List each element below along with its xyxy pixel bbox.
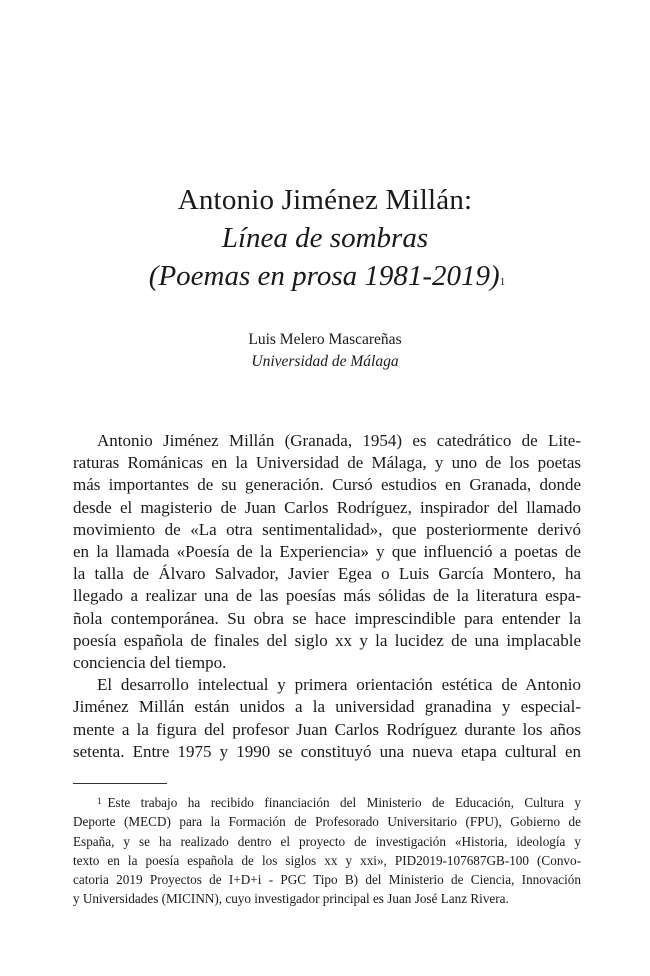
body-line: en la llamada «Poesía de la Experiencia» y que influenció a poetas de xyxy=(73,542,581,562)
body-line: llegado a realizar una de las poesías más sólidas de la literatura espa- xyxy=(73,586,581,606)
body-line: mente a la figura del profesor Juan Carlos Rodríguez durante los años xyxy=(73,719,581,739)
footnote-line: y Universidades (MICINN), cuyo investigador principal es Juan José Lanz Rivera. xyxy=(73,891,509,907)
footnote-line xyxy=(73,793,581,812)
article-title xyxy=(0,181,650,295)
body-line: movimiento de «La otra sentimentalidad», que posteriormente derivó xyxy=(73,519,581,539)
author-name: Luis Melero Mascareñas xyxy=(248,331,402,348)
body-line: más importantes de su generación. Cursó estudios en Granada, donde xyxy=(73,475,581,495)
footnote-separator xyxy=(73,783,167,784)
footnote-line: Deporte (MECD) para la Formación de Profesorado Universitario (FPU), Gobierno de xyxy=(73,814,581,830)
title-line-2: Línea de sombras xyxy=(221,222,429,254)
footnote-line: texto en la poesía española de los siglos xx y xxi», PID2019-107687GB-100 (Convo- xyxy=(73,852,581,868)
body-line: Antonio Jiménez Millán (Granada, 1954) es catedrático de Lite- xyxy=(97,431,581,450)
body-text xyxy=(73,430,581,763)
footnote-line-text: Este trabajo ha recibido financiación del Ministerio de Educación, Cultura y xyxy=(107,795,581,810)
author-block xyxy=(0,329,650,373)
title-line-3 xyxy=(0,257,650,295)
footnote-line: catoria 2019 Proyectos de I+D+i - PGC Tipo B) del Ministerio de Ciencia, Innovación xyxy=(73,872,581,888)
body-line: raturas Románicas en la Universidad de Málaga, y uno de los poetas xyxy=(73,453,581,473)
body-line: ñola contemporánea. Su obra se hace imprescindible para entender la xyxy=(73,608,581,628)
body-line: El desarrollo intelectual y primera orientación estética de Antonio xyxy=(97,675,581,695)
footnote-line: España, y se ha realizado dentro el proyecto de investigación «Historia, ideología y xyxy=(73,833,581,849)
footnote xyxy=(73,793,581,909)
body-line: poesía española de finales del siglo xx y la lucidez de una implacable xyxy=(73,630,581,650)
title-footnote-marker[interactable]: 1 xyxy=(499,276,506,288)
footnote-marker: 1 xyxy=(97,796,102,806)
title-line-3-text: (Poemas en prosa 1981-2019) xyxy=(148,260,500,292)
title-line-1: Antonio Jiménez Millán: xyxy=(177,184,473,216)
body-line: desde el magisterio de Juan Carlos Rodríguez, inspirador del llamado xyxy=(73,497,581,517)
author-affiliation: Universidad de Málaga xyxy=(251,353,399,370)
body-line: Jiménez Millán están unidos a la universidad granadina y especial- xyxy=(73,697,581,717)
body-line: conciencia del tiempo. xyxy=(73,653,227,673)
body-line: la talla de Álvaro Salvador, Javier Egea o Luis García Montero, ha xyxy=(73,564,581,584)
body-line: setenta. Entre 1975 y 1990 se constituyó una nueva etapa cultural en xyxy=(73,741,581,761)
